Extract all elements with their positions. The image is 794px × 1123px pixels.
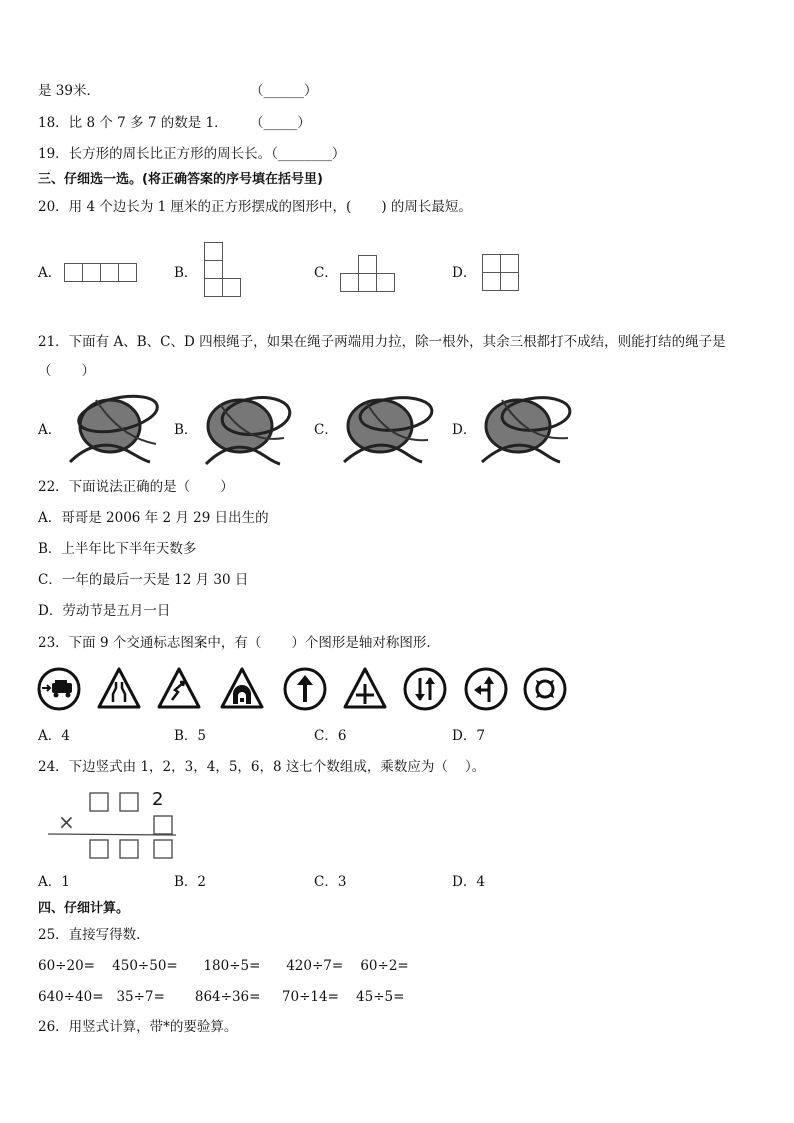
q22-option-a: A．哥哥是 2006 年 2 月 29 日出生的 bbox=[38, 510, 269, 526]
q20-option-d-label: D． bbox=[452, 265, 477, 281]
q21-rope-a-image bbox=[66, 390, 162, 466]
part4-heading: 四、仔细计算。 bbox=[38, 901, 130, 916]
q24-stem: 24．下边竖式由 1，2，3，4，5，6，8 这七个数组成，乘数应为（ ）。 bbox=[38, 759, 486, 775]
q21-rope-c-image bbox=[340, 390, 436, 466]
q21-option-d-label: D． bbox=[452, 422, 477, 438]
q24-option-c: C．3 bbox=[314, 874, 347, 890]
q20-figure-d-square bbox=[482, 254, 522, 294]
q25-row-2: 640÷40= 35÷7= 864÷36= 70÷14= 45÷5= bbox=[38, 989, 405, 1005]
part3-heading: 三、仔细选一选。(将正确答案的序号填在括号里) bbox=[38, 172, 323, 187]
q21-rope-b-image bbox=[200, 390, 296, 466]
left-turn-sign-icon bbox=[463, 666, 509, 712]
q17-answer-paren: （______） bbox=[250, 83, 318, 99]
q21-answer-paren: （ ） bbox=[38, 363, 96, 379]
q26-stem: 26．用竖式计算，带*的要验算。 bbox=[38, 1019, 238, 1035]
q24-option-a: A．1 bbox=[38, 874, 70, 890]
roundabout-sign-icon bbox=[522, 666, 568, 712]
q20-figure-b-l-shape bbox=[204, 242, 244, 300]
q25-row-1: 60÷20= 450÷50= 180÷5= 420÷7= 60÷2= bbox=[38, 958, 409, 974]
q23-option-a: A．4 bbox=[38, 728, 70, 744]
q20-figure-c-t-shape bbox=[340, 255, 398, 295]
q25-stem: 25．直接写得数. bbox=[38, 927, 141, 943]
q18-text: 18．比 8 个 7 多 7 的数是 1． bbox=[38, 115, 228, 131]
q20-stem: 20．用 4 个边长为 1 厘米的正方形摆成的图形中，( ) 的周长最短。 bbox=[38, 199, 472, 215]
q21-option-a-label: A． bbox=[38, 422, 62, 438]
two-way-arrow-sign-icon bbox=[402, 666, 448, 712]
tunnel-sign-icon bbox=[219, 666, 265, 712]
q22-option-b: B．上半年比下半年天数多 bbox=[38, 541, 197, 557]
q20-option-a-label: A． bbox=[38, 265, 62, 281]
q23-option-d: D．7 bbox=[452, 728, 485, 744]
q20-option-b-label: B． bbox=[174, 265, 198, 281]
q21-option-c-label: C． bbox=[314, 422, 338, 438]
q24-option-d: D．4 bbox=[452, 874, 485, 890]
q22-stem: 22．下面说法正确的是（ ） bbox=[38, 479, 234, 495]
q20-figure-a-four-in-a-row bbox=[64, 263, 140, 283]
crossroad-sign-icon bbox=[342, 666, 388, 712]
q24-digit-two: 2 bbox=[152, 789, 164, 810]
q19-text: 19．长方形的周长比正方形的周长长。（________） bbox=[38, 146, 346, 162]
q21-option-b-label: B． bbox=[174, 422, 198, 438]
q22-option-d: D．劳动节是五月一日 bbox=[38, 603, 171, 619]
q21-rope-d-image bbox=[478, 390, 574, 466]
straight-arrow-sign-icon bbox=[282, 666, 328, 712]
car-bypass-sign-icon bbox=[36, 666, 82, 712]
q23-option-c: C．6 bbox=[314, 728, 347, 744]
q22-option-c: C．一年的最后一天是 12 月 30 日 bbox=[38, 572, 249, 588]
q23-stem: 23．下面 9 个交通标志图案中，有（ ）个图形是轴对称图形. bbox=[38, 635, 431, 651]
q17-tail: 是 39米． bbox=[38, 83, 100, 99]
q20-option-c-label: C． bbox=[314, 265, 338, 281]
q18-answer-paren: （_____） bbox=[250, 115, 311, 131]
road-narrows-sign-icon bbox=[96, 666, 142, 712]
q24-times-sign: × bbox=[58, 810, 75, 834]
q21-stem: 21．下面有 A、B、C、D 四根绳子，如果在绳子两端用力拉，除一根外，其余三根都打不成结，则能打结的绳子是 bbox=[38, 334, 726, 350]
q23-option-b: B．5 bbox=[174, 728, 207, 744]
q24-option-b: B．2 bbox=[174, 874, 207, 890]
lightning-sign-icon bbox=[156, 666, 202, 712]
